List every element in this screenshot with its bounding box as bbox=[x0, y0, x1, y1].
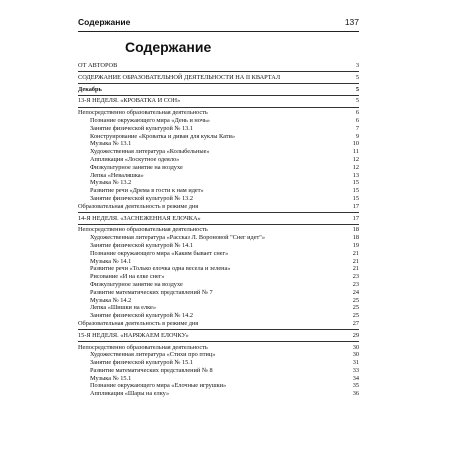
toc-entry-label: Непосредственно образовательная деятельность bbox=[78, 109, 208, 117]
toc-entry-page: 15 bbox=[352, 179, 359, 187]
toc-entry-label: 13-Я НЕДЕЛЯ. «КРОВАТКА И СОН» bbox=[78, 97, 181, 105]
toc-entry-label: Развитие речи «Дрема в гости к нам идет» bbox=[90, 187, 204, 195]
toc-entry bbox=[78, 86, 359, 94]
toc-entry bbox=[78, 74, 359, 82]
toc-entry-label: Лепка «Неваляшка» bbox=[90, 171, 144, 179]
toc-entry bbox=[78, 140, 359, 148]
toc-entry-page: 19 bbox=[352, 241, 359, 249]
toc-entry-page: 17 bbox=[352, 202, 359, 210]
toc-entry bbox=[78, 250, 359, 258]
toc-entry bbox=[78, 179, 359, 187]
toc-entry bbox=[78, 367, 359, 375]
table-of-contents bbox=[78, 62, 359, 398]
toc-entry bbox=[78, 332, 359, 340]
toc-entry-page: 30 bbox=[352, 343, 359, 351]
toc-entry-page: 11 bbox=[352, 148, 359, 156]
toc-entry bbox=[78, 390, 359, 398]
toc-entry-label: 15-Я НЕДЕЛЯ. «НАРЯЖАЕМ ЕЛОЧКУ» bbox=[78, 331, 189, 339]
toc-entry bbox=[78, 320, 359, 328]
toc-entry-label: Художественная литература «Рассказ Л. Вороновой "Снег идет"» bbox=[90, 234, 266, 242]
toc-entry-label: Аппликация «Шары на елку» bbox=[90, 390, 170, 398]
toc-entry-page: 18 bbox=[352, 226, 359, 234]
toc-entry-label: Лепка «Шишки на елке» bbox=[90, 304, 156, 312]
toc-divider bbox=[78, 224, 359, 225]
toc-entry bbox=[78, 125, 359, 133]
toc-entry-page: 12 bbox=[352, 163, 359, 171]
toc-entry bbox=[78, 382, 359, 390]
header-rule bbox=[78, 31, 359, 32]
toc-entry bbox=[78, 242, 359, 250]
toc-entry-label: Конструирование «Кроватка и диван для куклы Кати» bbox=[90, 132, 236, 140]
toc-entry-label: Физкультурное занятие на воздухе bbox=[90, 163, 183, 171]
toc-entry bbox=[78, 351, 359, 359]
toc-entry bbox=[78, 97, 359, 105]
toc-entry bbox=[78, 203, 359, 211]
toc-entry-page: 25 bbox=[352, 312, 359, 320]
toc-entry-label: Занятие физической культурой № 14.2 bbox=[90, 312, 194, 320]
running-header bbox=[78, 17, 359, 31]
toc-entry bbox=[78, 148, 359, 156]
toc-entry bbox=[78, 164, 359, 172]
toc-entry bbox=[78, 273, 359, 281]
toc-entry-page: 5 bbox=[355, 73, 359, 81]
toc-entry bbox=[78, 375, 359, 383]
toc-entry-page: 21 bbox=[352, 257, 359, 265]
toc-entry-label: Развитие речи «Только елочка одна весела и зелена» bbox=[90, 265, 231, 273]
toc-entry-label: Занятие физической культурой № 13.2 bbox=[90, 194, 194, 202]
toc-entry-label: Художественная литература «Колыбельные» bbox=[90, 148, 210, 156]
toc-entry-page: 12 bbox=[352, 155, 359, 163]
toc-entry-label: Образовательная деятельность в режиме дня bbox=[78, 319, 199, 327]
toc-entry-page: 15 bbox=[352, 187, 359, 195]
toc-entry bbox=[78, 312, 359, 320]
toc-divider bbox=[78, 95, 359, 96]
toc-entry-label: Музыка № 14.2 bbox=[90, 296, 132, 304]
toc-entry-label: Музыка № 15.1 bbox=[90, 374, 132, 382]
toc-entry-page: 27 bbox=[352, 319, 359, 327]
running-header-title: Содержание bbox=[78, 17, 131, 27]
toc-entry-label: Непосредственно образовательная деятельность bbox=[78, 343, 208, 351]
toc-entry bbox=[78, 281, 359, 289]
toc-entry-label: Музыка № 13.1 bbox=[90, 140, 132, 148]
toc-entry-page: 25 bbox=[352, 296, 359, 304]
toc-entry-page: 21 bbox=[352, 265, 359, 273]
toc-entry bbox=[78, 258, 359, 266]
toc-entry-label: СОДЕРЖАНИЕ ОБРАЗОВАТЕЛЬНОЙ ДЕЯТЕЛЬНОСТИ НА II КВАРТАЛ bbox=[78, 73, 281, 81]
toc-entry-label: Познание окружающего мира «Елочные игрушки» bbox=[90, 382, 227, 390]
toc-divider bbox=[78, 107, 359, 108]
toc-entry bbox=[78, 215, 359, 223]
toc-entry-page: 35 bbox=[352, 382, 359, 390]
toc-entry bbox=[78, 344, 359, 352]
toc-entry bbox=[78, 297, 359, 305]
toc-entry-page: 36 bbox=[352, 390, 359, 398]
toc-entry-page: 24 bbox=[352, 288, 359, 296]
page-number: 137 bbox=[344, 17, 359, 27]
toc-entry bbox=[78, 156, 359, 164]
toc-entry bbox=[78, 304, 359, 312]
toc-entry bbox=[78, 62, 359, 70]
toc-entry-page: 25 bbox=[352, 304, 359, 312]
toc-entry-page: 3 bbox=[355, 62, 359, 69]
toc-entry-page: 5 bbox=[355, 97, 359, 105]
toc-divider bbox=[78, 83, 359, 84]
toc-entry-page: 18 bbox=[352, 234, 359, 242]
toc-entry-page: 30 bbox=[352, 351, 359, 359]
toc-entry-label: Образовательная деятельность в режиме дня bbox=[78, 202, 199, 210]
toc-entry-page: 23 bbox=[352, 280, 359, 288]
toc-entry-label: Развитие математических представлений № 7 bbox=[90, 288, 213, 296]
toc-entry bbox=[78, 172, 359, 180]
toc-entry-label: Рисование «И на елке снег» bbox=[90, 273, 165, 281]
toc-entry bbox=[78, 234, 359, 242]
toc-entry-label: 14-Я НЕДЕЛЯ. «ЗАСНЕЖЕННАЯ ЕЛОЧКА» bbox=[78, 214, 201, 222]
toc-entry-label: Познание окружающего мира «Каким бывает снег» bbox=[90, 249, 229, 257]
toc-entry-page: 5 bbox=[355, 85, 359, 93]
toc-entry-label: Развитие математических представлений № 8 bbox=[90, 366, 213, 374]
toc-entry-page: 17 bbox=[352, 214, 359, 222]
toc-entry-page: 6 bbox=[355, 116, 359, 124]
toc-entry-page: 34 bbox=[352, 374, 359, 382]
toc-divider bbox=[78, 212, 359, 213]
toc-entry bbox=[78, 117, 359, 125]
toc-divider bbox=[78, 71, 359, 72]
toc-entry-page: 15 bbox=[352, 194, 359, 202]
toc-entry bbox=[78, 226, 359, 234]
page-title: Содержание bbox=[125, 39, 212, 55]
toc-entry-page: 10 bbox=[352, 140, 359, 148]
toc-entry-page: 23 bbox=[352, 273, 359, 281]
toc-entry-label: ОТ АВТОРОВ bbox=[78, 62, 118, 69]
toc-entry bbox=[78, 133, 359, 141]
toc-entry-page: 13 bbox=[352, 171, 359, 179]
toc-entry-page: 33 bbox=[352, 366, 359, 374]
toc-entry-label: Аппликация «Лоскутное одеяло» bbox=[90, 155, 180, 163]
toc-entry-label: Физкультурное занятие на воздухе bbox=[90, 280, 183, 288]
toc-entry bbox=[78, 359, 359, 367]
toc-entry-label: Музыка № 14.1 bbox=[90, 257, 132, 265]
toc-entry-label: Занятие физической культурой № 14.1 bbox=[90, 241, 194, 249]
toc-entry-label: Непосредственно образовательная деятельность bbox=[78, 226, 208, 234]
toc-entry-page: 6 bbox=[355, 109, 359, 117]
toc-entry-label: Занятие физической культурой № 15.1 bbox=[90, 359, 194, 367]
toc-entry-label: Познание окружающего мира «День и ночь» bbox=[90, 116, 210, 124]
toc-entry bbox=[78, 109, 359, 117]
toc-entry bbox=[78, 187, 359, 195]
toc-divider bbox=[78, 341, 359, 342]
toc-entry-label: Декабрь bbox=[78, 85, 102, 93]
toc-divider bbox=[78, 329, 359, 330]
toc-entry-page: 21 bbox=[352, 249, 359, 257]
toc-entry bbox=[78, 195, 359, 203]
toc-entry bbox=[78, 289, 359, 297]
book-page bbox=[78, 12, 359, 450]
toc-entry-label: Музыка № 13.2 bbox=[90, 179, 132, 187]
toc-entry-page: 31 bbox=[352, 359, 359, 367]
toc-entry bbox=[78, 265, 359, 273]
toc-entry-page: 29 bbox=[352, 331, 359, 339]
toc-entry-label: Художественная литература «Стихи про птиц» bbox=[90, 351, 216, 359]
toc-entry-label: Занятие физической культурой № 13.1 bbox=[90, 124, 194, 132]
toc-entry-page: 7 bbox=[355, 124, 359, 132]
toc-entry-page: 9 bbox=[355, 132, 359, 140]
